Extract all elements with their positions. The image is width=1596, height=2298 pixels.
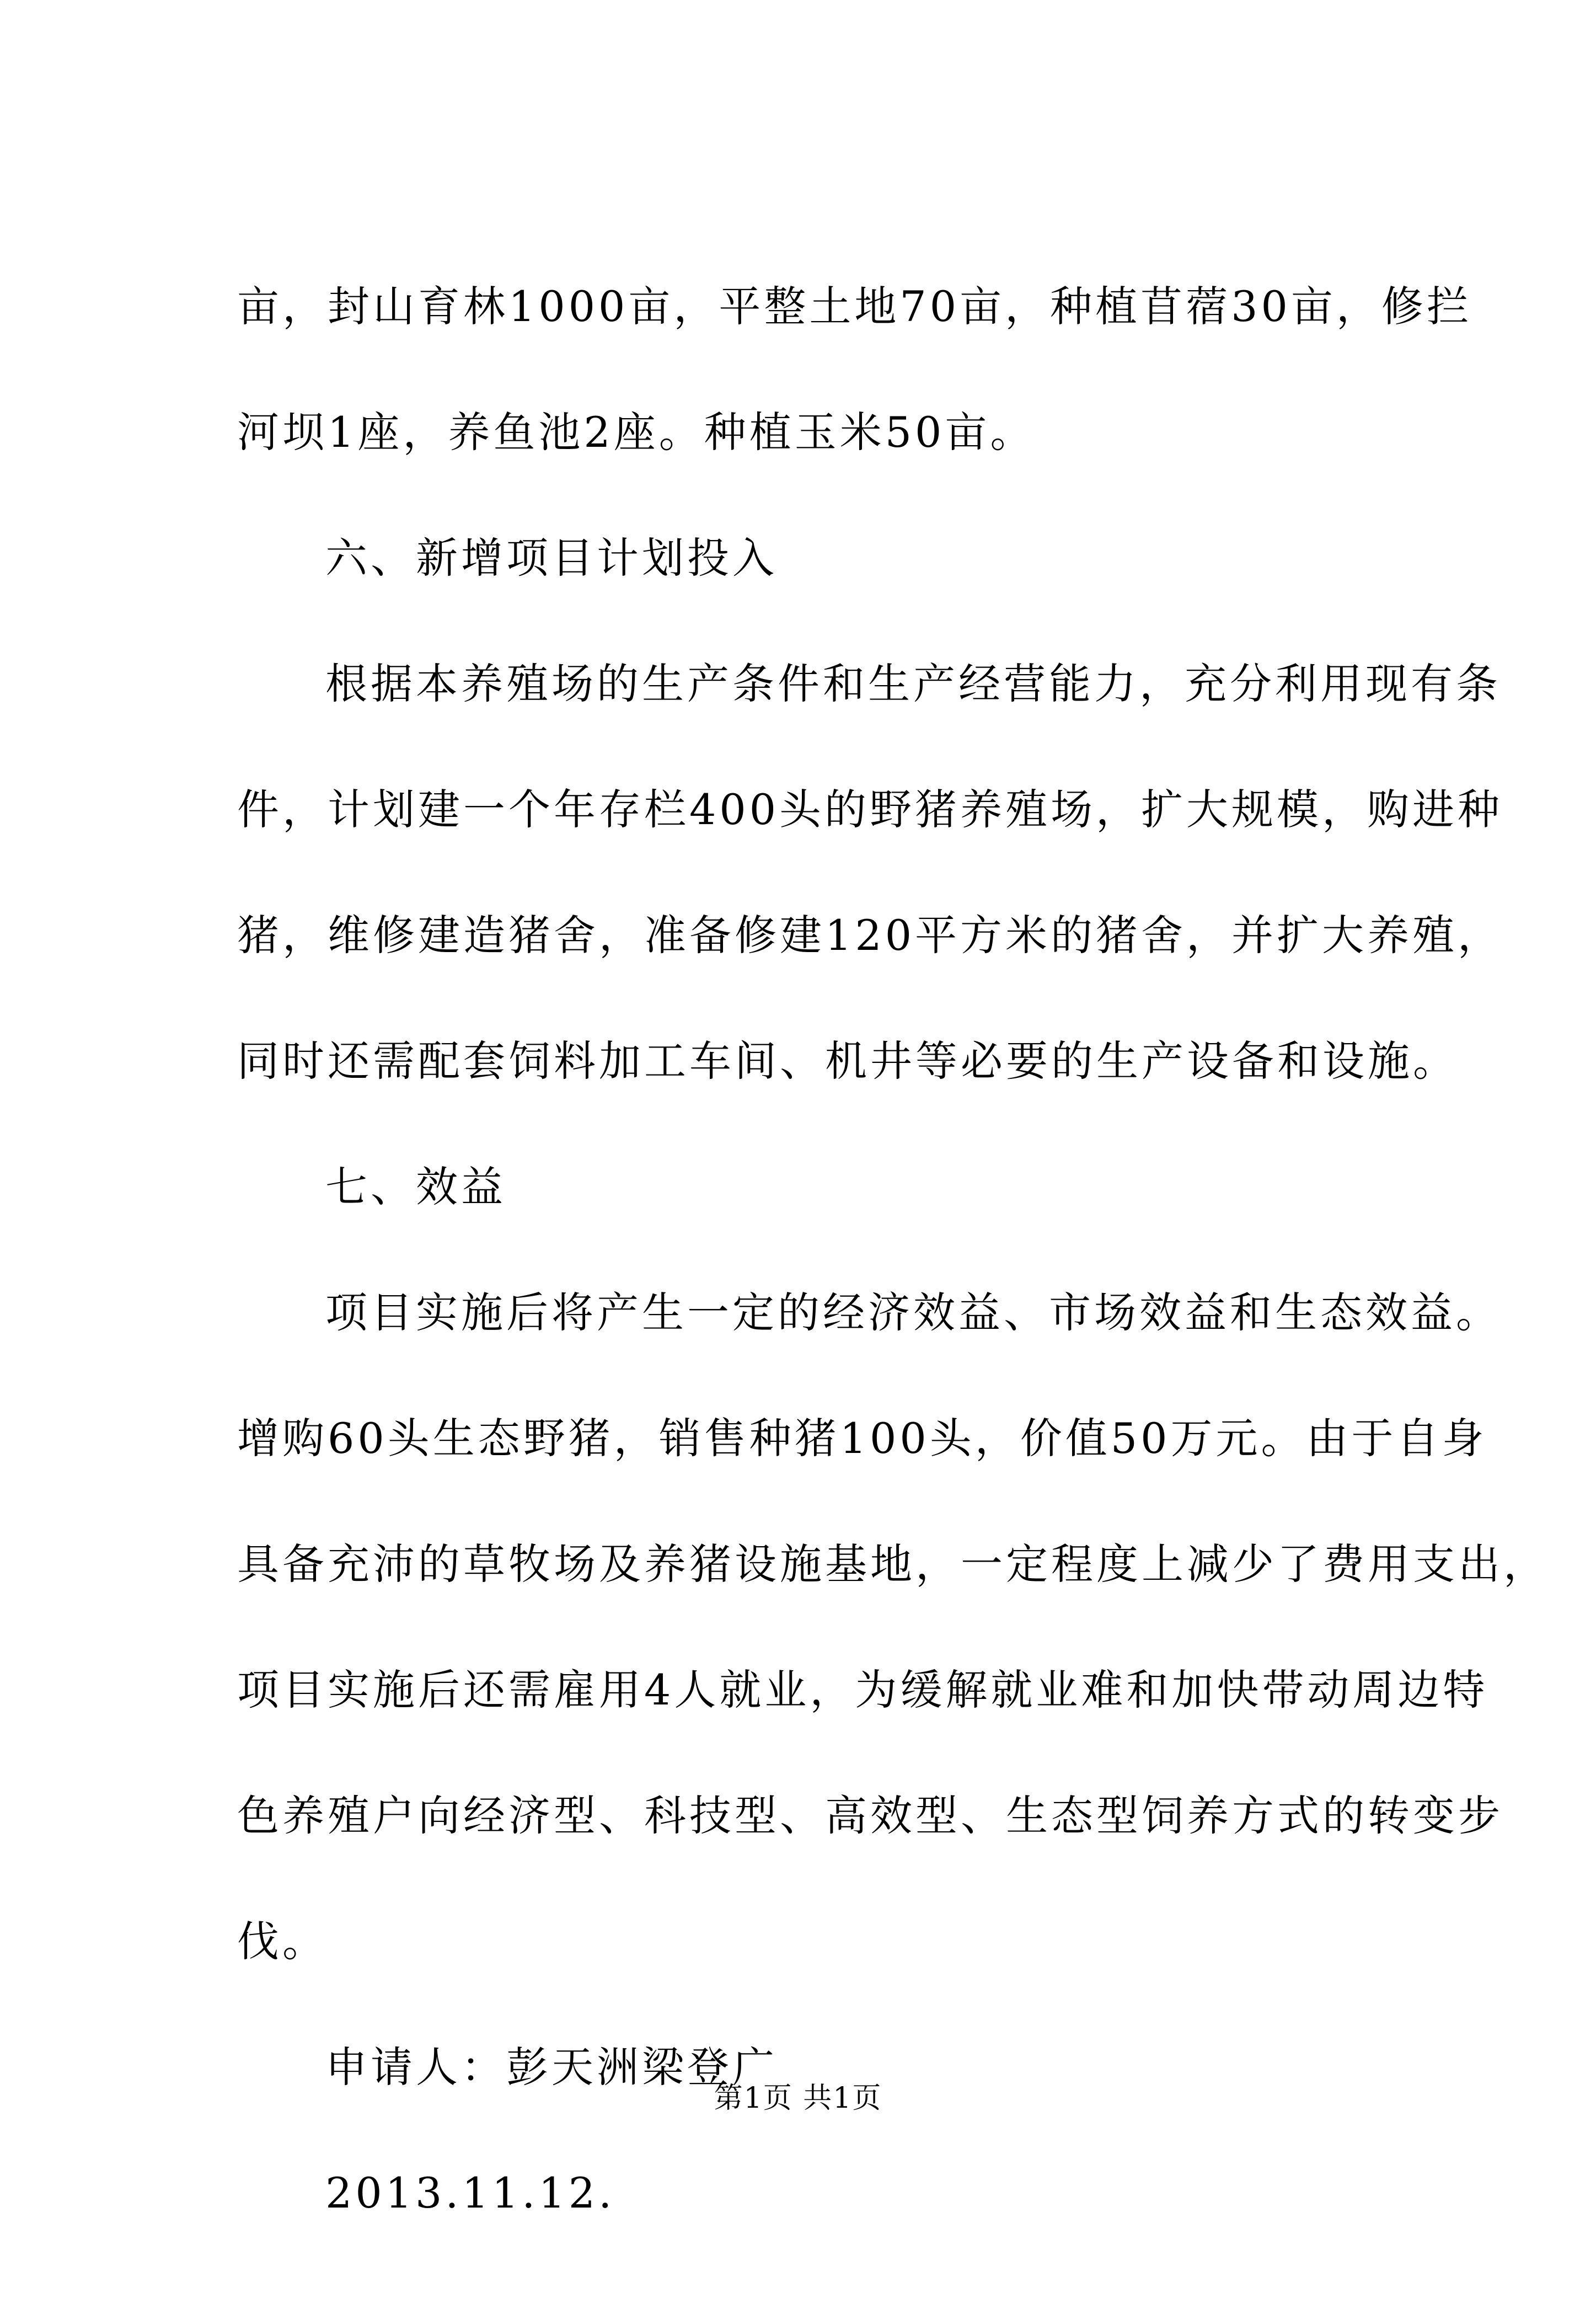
text-line: 猪，维修建造猪舍，准备修建120平方米的猪舍，并扩大养殖， [237,911,1503,960]
text-line: 项目实施后将产生一定的经济效益、市场效益和生态效益。 [325,1288,1501,1337]
text-line: 件，计划建一个年存栏400头的野猪养殖场，扩大规模，购进种 [237,785,1503,834]
document-body [237,282,1549,2298]
section-heading: 七、效益 [325,1162,506,1211]
text-line: 色养殖户向经济型、科技型、高效型、生态型饲养方式的转变步 [237,1791,1503,1840]
applicant-line: 申请人：彭天洲梁登广 [325,2043,778,2092]
text-line: 根据本养殖场的生产条件和生产经营能力，充分利用现有条 [325,659,1501,708]
text-line: 具备充沛的草牧场及养猪设施基地，一定程度上减少了费用支出， [237,1540,1549,1589]
text-line: 伐。 [237,1917,328,1966]
text-line: 同时还需配套饲料加工车间、机井等必要的生产设备和设施。 [237,1036,1458,1086]
section-heading: 六、新增项目计划投入 [325,533,778,582]
date-line: 2013.11.12. [325,2168,615,2217]
page-number-footer: 第1页 共1页 [714,2082,882,2115]
text-line: 河坝1座，养鱼池2座。种植玉米50亩。 [237,408,1036,457]
text-line: 亩，封山育林1000亩，平整土地70亩，种植苜蓿30亩，修拦 [237,282,1472,331]
text-line: 项目实施后还需雇用4人就业，为缓解就业难和加快带动周边特 [237,1665,1488,1714]
text-line: 增购60头生态野猪，销售种猪100头，价值50万元。由于自身 [237,1414,1487,1463]
